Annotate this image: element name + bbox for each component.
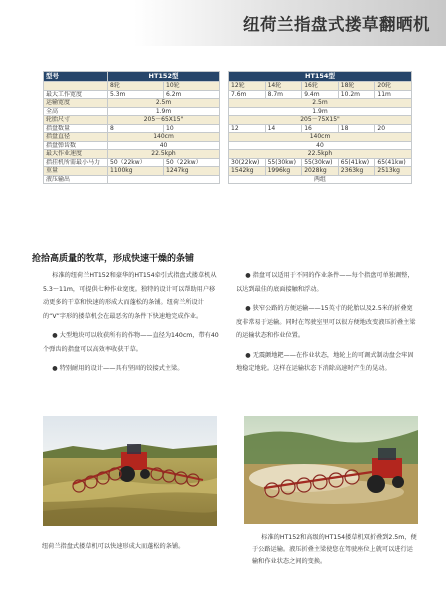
rake-transport-photo [244, 416, 418, 524]
table-cell: 12轮 [229, 82, 266, 91]
table-cell: 16 [302, 124, 339, 133]
table-cell: 55(30kw) [265, 158, 302, 167]
table-cell: 50（22kw） [164, 158, 220, 167]
table-row [44, 167, 220, 176]
table-cell [108, 175, 220, 184]
table-row [229, 133, 412, 142]
section-title: 抢拾高质量的牧草，形成快速干燥的条铺 [32, 254, 195, 264]
bullet-item: ● 大型地块可以收获所有的作物——直径为140cm，带有40个弹齿的指盘可以高效率收获干草。 [43, 332, 219, 353]
table-row [229, 175, 412, 184]
table-cell: 55(30kw) [302, 158, 339, 167]
row-label: 全高 [44, 107, 108, 116]
row-label: 指盘直径 [44, 133, 108, 142]
rake-field-illustration [43, 416, 217, 526]
bullet-item: ● 无震颤地耙——在作业状态，地轮上的可调式制动盘会牢固地稳定地轮。这样在运输状态下消除高速时产生的晃动。 [236, 351, 414, 372]
page-header [0, 0, 446, 46]
table-cell: 40 [229, 141, 412, 150]
table-row [229, 124, 412, 133]
table-cell: 7.6m [229, 90, 266, 99]
table-cell: 22.5kph [229, 150, 412, 159]
row-label: 指挂机所需最小马力 [44, 158, 108, 167]
table-cell: 16轮 [302, 82, 339, 91]
table-cell: 8轮 [108, 82, 164, 91]
table-row [44, 116, 220, 125]
row-label: 液压输出 [44, 175, 108, 184]
table-cell: 18轮 [338, 82, 375, 91]
row-label: 指盘弹齿数 [44, 141, 108, 150]
table-cell: 1.9m [108, 107, 220, 116]
table-cell: 2.5m [108, 99, 220, 108]
row-label: 重量 [44, 167, 108, 176]
table-row [44, 133, 220, 142]
table-cell: 2.5m [229, 99, 412, 108]
table-row [229, 90, 412, 99]
table-row [229, 107, 412, 116]
table-row [229, 141, 412, 150]
table-row [229, 167, 412, 176]
ht152-spec-table [43, 71, 220, 184]
table-cell: 5.3m [108, 90, 164, 99]
table-row [229, 99, 412, 108]
table-cell: 205－75X15" [229, 116, 412, 125]
table-row [44, 124, 220, 133]
table-row [44, 150, 220, 159]
table-cell: 30(22kw) [229, 158, 266, 167]
row-label: 最大工作宽度 [44, 90, 108, 99]
table-cell: 1.9m [229, 107, 412, 116]
body-paragraph: 标准的纽荷兰HT152和豪华的HT154牵引式指盘式搂草机从5.3～11m，可提供七种作业宽度。独特的设计可以帮助用户移动更多的干草和快速的形成大而蓬松的条铺。纽荷兰所设计的“V”字形的搂草机会在最恶劣的条件下快速地完成作业。 [43, 272, 217, 320]
table-cell: 10.2m [338, 90, 375, 99]
row-label: 指盘数量 [44, 124, 108, 133]
table-cell: 205－65X15" [108, 116, 220, 125]
table-cell: 50（22kw） [108, 158, 164, 167]
table-cell: 2513kg [375, 167, 412, 176]
bullet-item: ● 狭窄公路的方便运输——15英寸的轮胎以及2.5米的折叠宽度非常易于运输。同时在驾驶室里可以很方便地改变液压折叠主梁的运输状态和作业位置。 [236, 305, 416, 339]
photo-caption-right: 标准的HT152和高级的HT154搂草机双折叠到2.5m，便于公路运输。液压折叠主梁使您在驾驶座位上就可以进行运输和作业状态之间的变换。 [252, 534, 417, 565]
table-row [44, 175, 220, 184]
table-row [44, 99, 220, 108]
table-row [229, 158, 412, 167]
table-cell: 10轮 [164, 82, 220, 91]
table-cell: 20 [375, 124, 412, 133]
model-name: HT152型 [108, 72, 220, 82]
rake-field-photo [43, 416, 217, 526]
table-cell: 1996kg [265, 167, 302, 176]
table-cell: 9.4m [302, 90, 339, 99]
row-label: 轮胎尺寸 [44, 116, 108, 125]
table-cell: 2028kg [302, 167, 339, 176]
table-cell: 两组 [229, 175, 412, 184]
table-cell: 10 [164, 124, 220, 133]
ht154-spec-table [228, 71, 412, 184]
table-row [229, 116, 412, 125]
table-cell: 18 [338, 124, 375, 133]
table-cell: 140cm [108, 133, 220, 142]
table-cell: 14轮 [265, 82, 302, 91]
table-cell: 1247kg [164, 167, 220, 176]
table-cell: 11m [375, 90, 412, 99]
page-title: 纽荷兰指盘式搂草翻晒机 [243, 15, 430, 34]
table-cell: 8 [108, 124, 164, 133]
row-label: 运输宽度 [44, 99, 108, 108]
table-cell: 22.5kph [108, 150, 220, 159]
table-cell: 6.2m [164, 90, 220, 99]
body-column-left [43, 269, 221, 382]
table-row [44, 90, 220, 99]
table-row [229, 82, 412, 91]
table-cell: 65(41kw) [338, 158, 375, 167]
rake-transport-illustration [244, 416, 418, 524]
row-label: 最大作业速度 [44, 150, 108, 159]
bullet-item: ● 指盘可以适用于不同的作业条件——每个指盘可单独调整，以达到最佳的底面接触和浮动。 [236, 272, 414, 293]
table-row [229, 150, 412, 159]
table-cell: 1100kg [108, 167, 164, 176]
table-cell: 8.7m [265, 90, 302, 99]
table-cell: 65(41kw) [375, 158, 412, 167]
table-cell: 12 [229, 124, 266, 133]
body-column-right [236, 269, 416, 382]
table-cell: 1542kg [229, 167, 266, 176]
table-row [44, 158, 220, 167]
table-row [44, 141, 220, 150]
table-row [44, 82, 220, 91]
table-row [44, 107, 220, 116]
table-header-row [229, 72, 412, 82]
table-cell: 20轮 [375, 82, 412, 91]
bullet-item: ● 特别耐用的设计——具有坚固的铰接式主梁。 [52, 365, 184, 372]
table-header-row [44, 72, 220, 82]
table-cell: 14 [265, 124, 302, 133]
table-cell: 40 [108, 141, 220, 150]
model-name: HT154型 [229, 72, 412, 82]
model-label: 型号 [44, 72, 108, 82]
table-cell: 140cm [229, 133, 412, 142]
table-cell: 2363kg [338, 167, 375, 176]
photo-caption-left: 纽荷兰指盘式搂草机可以快速形成大而蓬松的条铺。 [42, 543, 185, 550]
